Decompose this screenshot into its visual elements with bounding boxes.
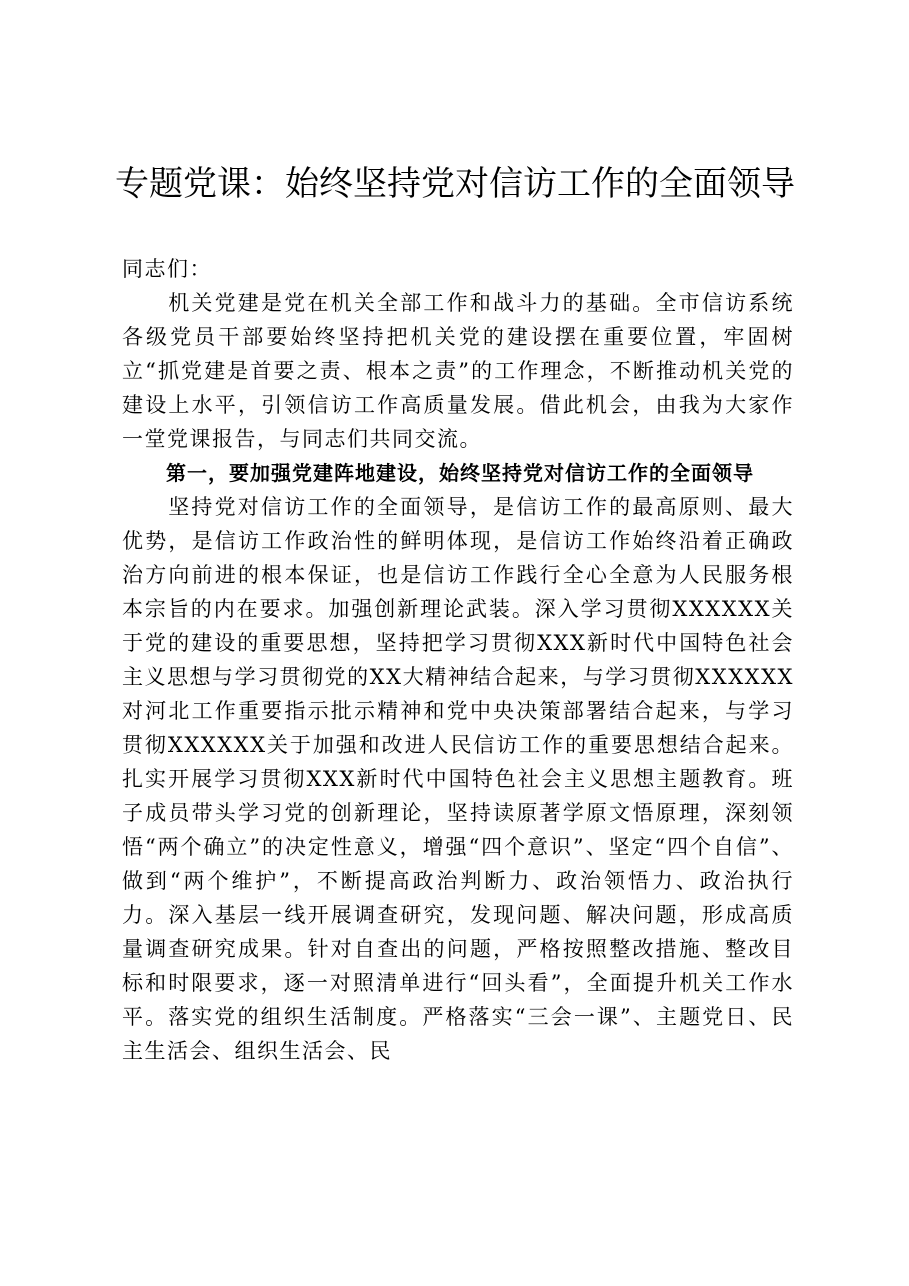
document-title: 专题党课：始终坚持党对信访工作的全面领导	[115, 164, 795, 204]
document-body	[122, 252, 794, 1068]
salutation: 同志们：	[122, 257, 212, 281]
section-heading: 第一，要加强党建阵地建设，始终坚持党对信访工作的全面领导	[166, 461, 754, 485]
section-paragraph: 坚持党对信访工作的全面领导，是信访工作的最高原则、最大优势，是信访工作政治性的鲜明体现，是信访工作始终沿着正确政治方向前进的根本保证，也是信访工作践行全心全意为人民服务根本宗旨的内在要求。加强创新理论武装。深入学习贯彻XXXXXX关于党的建设的重要思想，坚持把学习贯彻XXX新时代中国特色社会主义思想与学习贯彻党的XX大精神结合起来，与学习贯彻XXXXXX对河北工作重要指示批示精神和党中央决策部署结合起来，与学习贯彻XXXXXX关于加强和改进人民信访工作的重要思想结合起来。扎实开展学习贯彻XXX新时代中国特色社会主义思想主题教育。班子成员带头学习党的创新理论，坚持读原著学原文悟原理，深刻领悟“两个确立”的决定性意义，增强“四个意识”、坚定“四个自信”、做到“两个维护”，不断提高政治判断力、政治领悟力、政治执行力。深入基层一线开展调查研究，发现问题、解决问题，形成高质量调查研究成果。针对自查出的问题，严格按照整改措施、整改目标和时限要求，逐一对照清单进行“回头看”，全面提升机关工作水平。落实党的组织生活制度。严格落实“三会一课”、主题党日、民主生活会、组织生活会、民	[122, 495, 794, 1063]
intro-paragraph: 机关党建是党在机关全部工作和战斗力的基础。全市信访系统各级党员干部要始终坚持把机关党的建设摆在重要位置，牢固树立“抓党建是首要之责、根本之责”的工作理念，不断推动机关党的建设上水平，引领信访工作高质量发展。借此机会，由我为大家作一堂党课报告，与同志们共同交流。	[122, 291, 794, 451]
